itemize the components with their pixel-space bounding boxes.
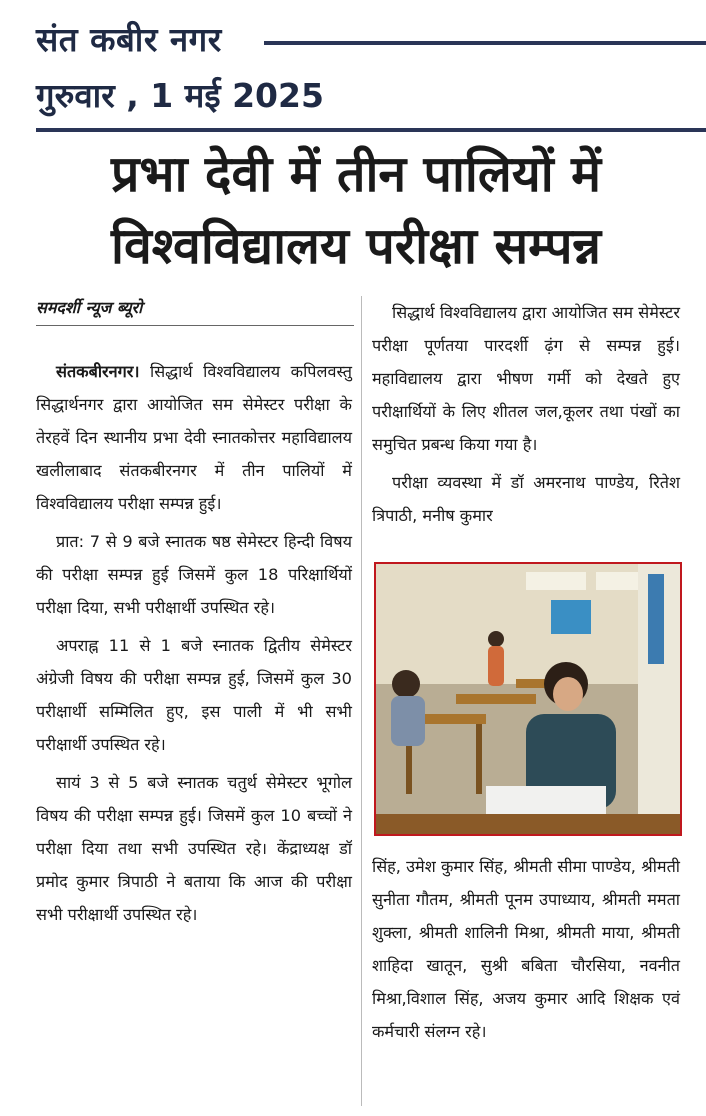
masthead-place: संत कबीर नगर (36, 20, 222, 59)
article-paragraph: सिंह, उमेश कुमार सिंह, श्रीमती सीमा पाण्डेय, श्रीमती सुनीता गौतम, श्रीमती पूनम उपाध्याय, श्रीमती ममता शुक्ला, श्रीमती शालिनी मिश्रा, श्रीमती माया, श्रीमती शाहिदा खातून, सुश्री बबिता चौरसिया, नवनीत मिश्रा,विशाल सिंह, अजय कुमार आदि शिक्षक एवं कर्मचारी संलग्न रहे। (372, 857, 680, 1041)
article-paragraph (36, 355, 352, 520)
photo-illustration (376, 564, 680, 834)
article-paragraph: प्रात: 7 से 9 बजे स्नातक षष्ठ सेमेस्टर हिन्दी विषय की परीक्षा सम्पन्न हुई जिसमें कुल 18 परिक्षार्थियों परीक्षा दिया, सभी परीक्षार्थी उपस्थित रहे। (36, 532, 352, 617)
masthead-date: गुरुवार , 1 मई 2025 (36, 76, 324, 115)
masthead-rule (264, 41, 706, 45)
article-paragraph: सायं 3 से 5 बजे स्नातक चतुर्थ सेमेस्टर भूगोल विषय की परीक्षा सम्पन्न हुई। जिसमें कुल 10 बच्चों ने परीक्षा दिया तथा सभी उपस्थित रहे। केंद्राध्यक्ष डॉ प्रमोद कुमार त्रिपाठी ने बताया कि आज की परीक्षा सभी परीक्षार्थी उपस्थित रहे। (36, 773, 352, 924)
masthead (36, 14, 706, 120)
paragraph-text: सिद्धार्थ विश्वविद्यालय कपिलवस्तु सिद्धार्थनगर द्वारा आयोजित सम सेमेस्टर परीक्षा के तेरहवें दिन स्थानीय प्रभा देवी स्नातकोत्तर महाविद्यालय खलीलाबाद संतकबीरनगर में तीन पालियों में विश्वविद्यालय परीक्षा सम्पन्न हुई। (36, 362, 352, 513)
column-divider (361, 296, 362, 1106)
article-paragraph: परीक्षा व्यवस्था में डॉ अमरनाथ पाण्डेय, रितेश त्रिपाठी, मनीष कुमार (372, 473, 680, 525)
headline-line-1: प्रभा देवी में तीन पालियों में (110, 145, 602, 203)
dateline: संतकबीरनगर। (56, 362, 140, 381)
article-column-left (36, 355, 352, 936)
exam-hall-photo (374, 562, 682, 836)
article-column-right-top (372, 296, 680, 537)
byline: समदर्शी न्यूज ब्यूरो (36, 298, 143, 317)
article-paragraph: सिद्धार्थ विश्वविद्यालय द्वारा आयोजित सम सेमेस्टर परीक्षा पूर्णतया पारदर्शी ढ़ंग से सम्पन्न हुई। महाविद्यालय द्वारा भीषण गर्मी को देखते हुए परीक्षार्थियों के लिए शीतल जल,कूलर तथा पंखों का समुचित प्रबन्ध किया गया है। (372, 303, 680, 454)
byline-rule (36, 325, 354, 326)
headline-line-2: विश्वविद्यालय परीक्षा सम्पन्न (111, 217, 601, 275)
header-divider (36, 128, 706, 132)
article-paragraph: अपराह्न 11 से 1 बजे स्नातक द्वितीय सेमेस्टर अंग्रेजी विषय की परीक्षा सम्पन्न हुई, जिसमें कुल 30 परीक्षार्थी सम्मिलित हुए, इस पाली में भी सभी परीक्षार्थी उपस्थित रहे। (36, 636, 352, 754)
article-column-right-bottom (372, 850, 680, 1053)
headline (36, 138, 676, 282)
